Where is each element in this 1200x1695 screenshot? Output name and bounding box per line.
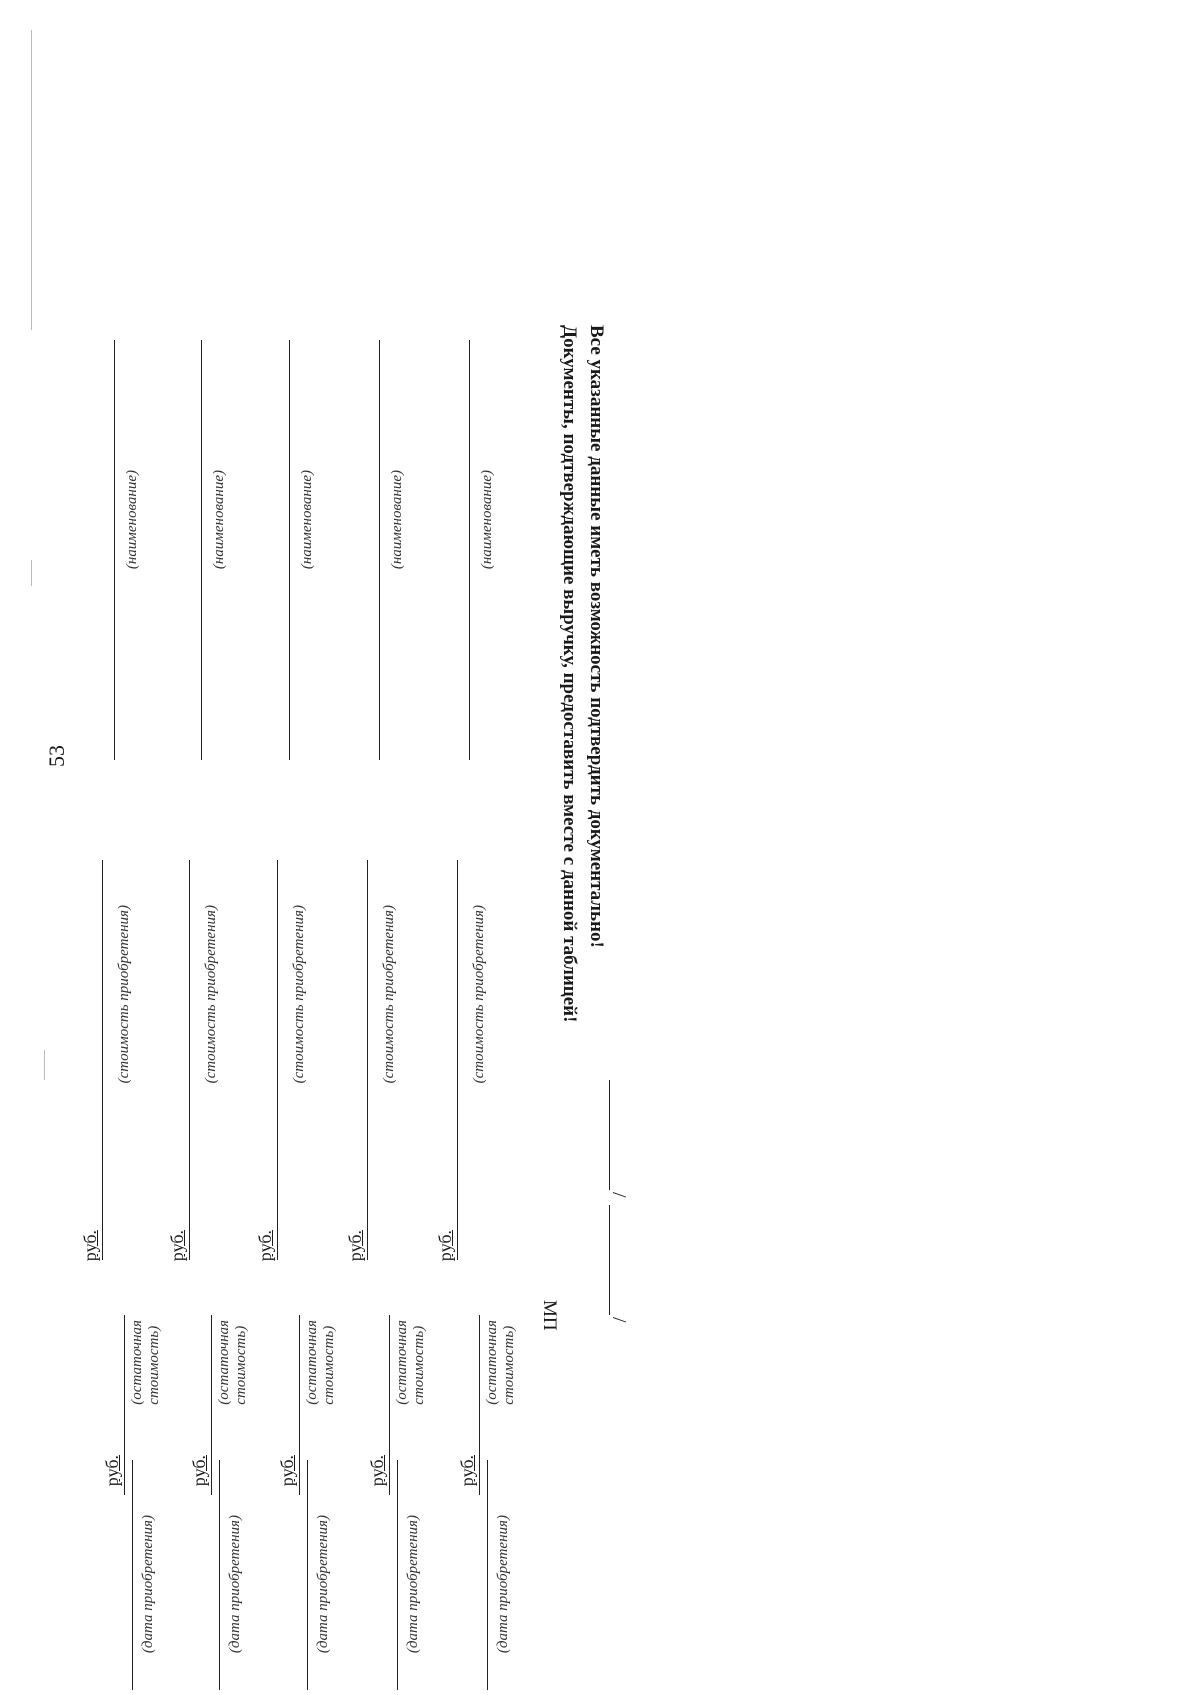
signature-separator-end: / <box>608 1317 630 1323</box>
purchase-date-field-line[interactable] <box>487 1460 488 1690</box>
name-caption: (наименование) <box>211 470 227 570</box>
residual-cost-currency: руб. <box>457 1455 477 1487</box>
purchase-date-caption: (дата приобретения) <box>495 1515 511 1654</box>
scan-mark <box>44 1050 45 1080</box>
residual-cost-field-line[interactable] <box>479 1315 480 1495</box>
page-number: 53 <box>44 745 69 767</box>
name-caption: (наименование) <box>479 470 495 570</box>
name-caption: (наименование) <box>124 470 140 570</box>
residual-cost-caption-line-1: (остаточная <box>394 1320 410 1405</box>
purchase-cost-field-line[interactable] <box>457 860 458 1260</box>
residual-cost-caption <box>484 1320 518 1405</box>
purchase-date-caption: (дата приобретения) <box>315 1515 331 1654</box>
purchase-cost-caption: (стоимость приобретения) <box>291 905 307 1084</box>
name-field-line[interactable] <box>469 340 470 760</box>
residual-cost-caption-line-2: стоимость) <box>321 1325 337 1405</box>
name-caption: (наименование) <box>389 470 405 570</box>
residual-cost-caption-line-2: стоимость) <box>233 1325 249 1405</box>
scan-mark <box>31 30 32 330</box>
notice-line-1: Все указанные данные иметь возможность подтвердить документально! <box>586 325 607 948</box>
name-caption: (наименование) <box>299 470 315 570</box>
residual-cost-caption-line-1: (остаточная <box>216 1320 232 1405</box>
purchase-date-caption: (дата приобретения) <box>405 1515 421 1654</box>
purchase-date-caption: (дата приобретения) <box>227 1515 243 1654</box>
residual-cost-caption-line-2: стоимость) <box>411 1325 427 1405</box>
residual-cost-caption-line-2: стоимость) <box>146 1325 162 1405</box>
purchase-cost-currency: руб. <box>80 1230 100 1262</box>
residual-cost-currency: руб. <box>277 1455 297 1487</box>
purchase-cost-currency: руб. <box>435 1230 455 1262</box>
scan-mark <box>31 560 32 586</box>
purchase-cost-caption: (стоимость приобретения) <box>381 905 397 1084</box>
residual-cost-currency: руб. <box>367 1455 387 1487</box>
residual-cost-caption-line-2: стоимость) <box>501 1325 517 1405</box>
residual-cost-caption-line-1: (остаточная <box>304 1320 320 1405</box>
purchase-cost-currency: руб. <box>255 1230 275 1262</box>
signature-line-2 <box>609 1205 610 1315</box>
residual-cost-caption-line-1: (остаточная <box>129 1320 145 1405</box>
signature-block <box>535 1070 630 1323</box>
purchase-cost-caption: (стоимость приобретения) <box>471 905 487 1084</box>
purchase-cost-caption: (стоимость приобретения) <box>203 905 219 1084</box>
signature-line-1 <box>609 1080 610 1190</box>
residual-cost-currency: руб. <box>102 1455 122 1487</box>
residual-cost-caption-line-1: (остаточная <box>484 1320 500 1405</box>
residual-cost-currency: руб. <box>189 1455 209 1487</box>
purchase-date-caption: (дата приобретения) <box>140 1515 156 1654</box>
stamp-label: МП <box>539 1300 560 1331</box>
purchase-cost-currency: руб. <box>167 1230 187 1262</box>
notice-line-2: Документы, подтверждающие выручку, предоставить вместе с данной таблицей! <box>559 325 580 1023</box>
purchase-cost-currency: руб. <box>345 1230 365 1262</box>
purchase-cost-caption: (стоимость приобретения) <box>116 905 132 1084</box>
signature-separator: / <box>608 1192 630 1198</box>
